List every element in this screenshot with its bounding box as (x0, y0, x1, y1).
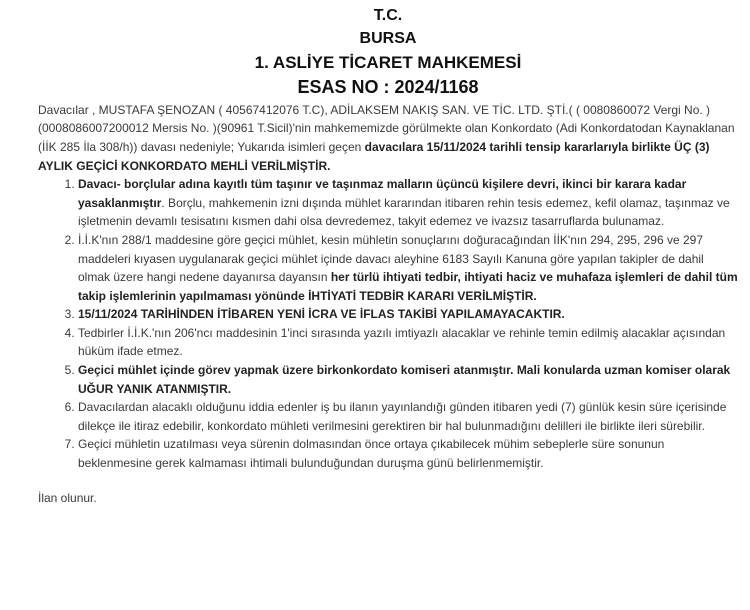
decision-list (38, 175, 738, 473)
list-item (78, 398, 738, 435)
item-text: İ.İ.K'nın 288/1 maddesine göre geçici mühlet, kesin mühletin sonuçlarını doğuracağından İİK'nın 294, 295, 296 ve 297 maddeleri kıyasen uygulanarak geçici mühlet içinde davacı aleyhine 6183 Sayılı Kanuna göre yapılan takipler de dahil olmak üzere hangi nedene dayanırsa dayansın (78, 232, 704, 285)
item-text: Tedbirler İ.İ.K.'nın 206'ncı maddesinin 1'inci sırasında yazılı imtiyazlı alacaklar ve rehinle temin edilmiş alacaklar açısından hüküm ifade etmez. (78, 325, 726, 359)
esas-label: ESAS NO : (297, 77, 390, 98)
intro-text: Davacılar , MUSTAFA ŞENOZAN ( 40567412076 T.C), ADİLAKSEM NAKIŞ SAN. VE TİC. LTD. ŞTİ.( ( 0080860072 Vergi No. )(0008086007200012 Mersis No. )(90961 T.Sicil)'nin mahkememizde görülmekte olan Konkordato (Adi Konkordatodan Kaynaklanan (İİK 285 İla 308/h)) davası nedeniyle; Yukarıda isimleri geçen (38, 102, 735, 154)
list-item (78, 231, 738, 305)
header-city: BURSA (359, 30, 417, 47)
list-item (78, 175, 738, 231)
list-item (78, 435, 738, 472)
closing-text: İlan olunur. (38, 490, 97, 505)
list-item (78, 305, 738, 324)
header-esas (38, 76, 738, 99)
esas-number: 2024/1168 (394, 77, 479, 98)
item-bold: 15/11/2024 TARİHİNDEN İTİBAREN YENİ İCRA VE İFLAS TAKİBİ YAPILAMAYACAKTIR. (78, 307, 565, 322)
header-court: 1. ASLİYE TİCARET MAHKEMESİ (254, 53, 522, 72)
header-tc: T.C. (373, 7, 403, 24)
list-item (78, 324, 738, 361)
list-item (78, 361, 738, 398)
item-text: Geçici mühletin uzatılması veya sürenin dolmasından önce ortaya çıkabilecek mühim sebeplerle süre sonunun beklenmesine gerek kalmaması ihtimali bulunduğundan duruşma günü belirlenmemiştir. (78, 437, 665, 471)
item-bold: Davacı- borçlular adına kayıtlı tüm taşınır ve taşınmaz malların üçüncü kişilere devri, ikinci bir karara kadar yasaklanmıştır (78, 177, 687, 210)
intro-bold: davacılara 15/11/2024 tarihli tensip kararlarıyla birlikte ÜÇ (3) AYLIK GEÇİCİ KONKORDATO MEHLİ VERİLMİŞTİR. (38, 139, 710, 173)
item-bold: her türlü ihtiyati tedbir, ihtiyati haciz ve muhafaza işlemleri de dahil tüm takip işlemlerinin yapılmaması yönünde İHTİYATİ TEDBİR KARARI VERİLMİŞTİR. (78, 270, 738, 303)
item-text: Davacılardan alacaklı olduğunu iddia edenler iş bu ilanın yayınlandığı günden itibaren yedi (7) günlük kesin süre içerisinde dilekçe ile itiraz edebilir, konkordato mühleti verilmesini gerektiren bir hal bulunmadığını delilleri ile birlikte ileri sürebilir. (78, 400, 727, 433)
item-text: . Borçlu, mahkemenin izni dışında mühlet kararından itibaren rehin tesis edemez, kefil olamaz, taşınmaz ve işletmenin devamlı tesisatını kısmen dahi olsa devredemez, takyit edemez ve ivazsız tasarruflarda bulunamaz. (78, 195, 730, 229)
intro-paragraph (38, 101, 738, 175)
item-bold: Geçici mühlet içinde görev yapmak üzere birkonkordato komiseri atanmıştır. Mali konularda uzman komiser olarak UĞUR YANIK ATANMIŞTIR. (78, 363, 731, 396)
